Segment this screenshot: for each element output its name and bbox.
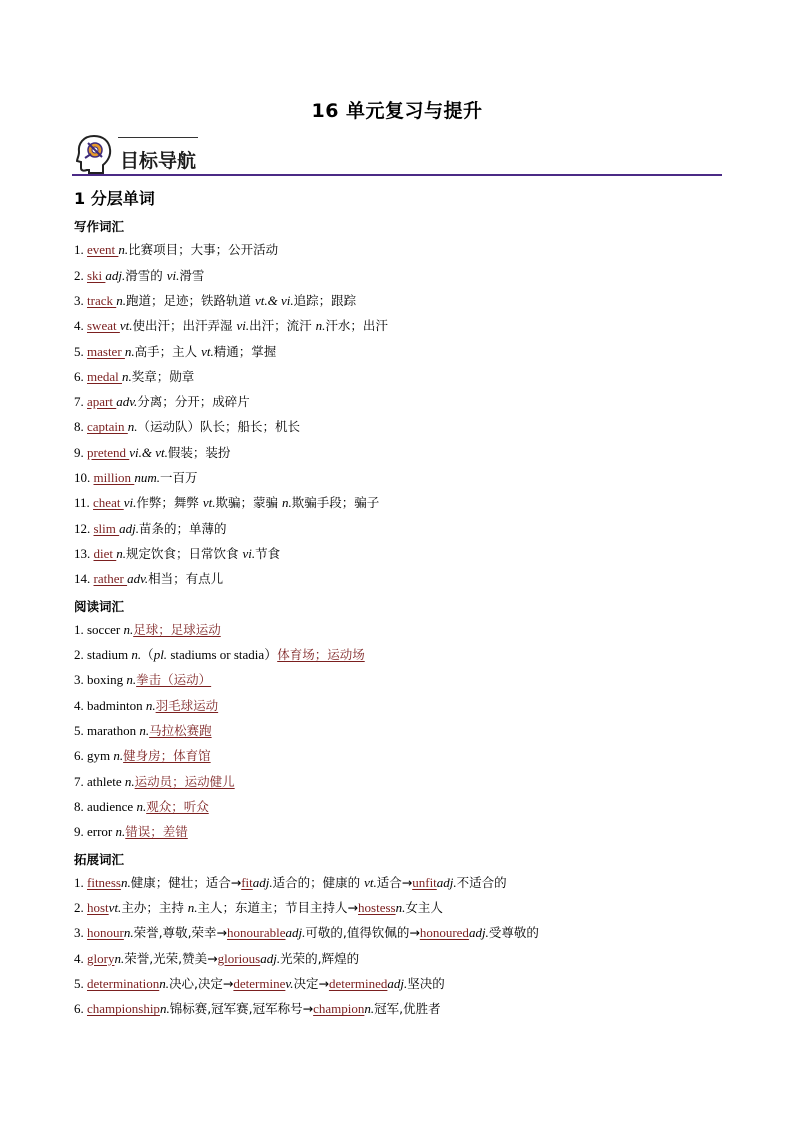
- item-number: 2.: [74, 647, 87, 663]
- meaning: 可敬的,值得钦佩的→: [305, 925, 420, 941]
- part-of-speech: vi.: [236, 318, 250, 334]
- reading-vocab-item: [74, 672, 211, 688]
- meaning: 主人；东道主；节目主持人→: [197, 900, 359, 916]
- writing-vocab-item: [74, 268, 204, 284]
- part-of-speech: vt.: [202, 495, 216, 511]
- reading-vocab-item: [74, 723, 212, 739]
- item-number: 12.: [74, 520, 94, 536]
- vocab-word: soccer: [87, 621, 124, 637]
- meaning: 滑雪: [179, 267, 205, 283]
- part-of-speech: v.: [285, 976, 294, 991]
- meaning: 荣誉,尊敬,荣幸→: [133, 925, 228, 941]
- meaning: 出汗；流汗: [249, 318, 316, 334]
- vocab-word: badminton: [87, 697, 146, 713]
- reading-vocab-item: [74, 774, 235, 790]
- part-of-speech: adv.: [116, 394, 138, 410]
- part-of-speech: adj.: [468, 925, 489, 941]
- vocab-word: ski: [87, 267, 106, 283]
- item-number: 4.: [74, 697, 87, 713]
- part-of-speech: n.: [122, 368, 132, 384]
- meaning: 节食: [255, 545, 281, 561]
- vocab-word: stadium: [87, 647, 132, 663]
- writing-vocab-item: [74, 293, 356, 309]
- item-number: 3.: [74, 925, 87, 941]
- extension-vocab-item: [74, 951, 359, 967]
- answer: 体育场；运动场: [277, 647, 365, 663]
- vocab-word: glorious: [217, 950, 261, 966]
- meaning: 适合→: [376, 874, 413, 890]
- meaning: 受尊敬的: [488, 925, 539, 941]
- writing-vocab-item: [74, 344, 276, 360]
- reading-vocab-item: [74, 799, 209, 815]
- part-of-speech: vt.: [201, 343, 214, 359]
- item-number: 9.: [74, 824, 87, 840]
- part-of-speech: n.: [116, 545, 126, 561]
- meaning: 作弊；舞弊: [136, 495, 203, 511]
- vocab-word: sweat: [87, 318, 120, 334]
- part-of-speech: adj.: [119, 520, 140, 536]
- item-number: 7.: [74, 394, 87, 410]
- writing-vocab-item: [74, 495, 379, 511]
- part-of-speech: n.: [126, 672, 137, 688]
- part-of-speech: n.: [136, 798, 147, 814]
- meaning: 滑雪的: [125, 267, 167, 283]
- vocab-word: cheat: [93, 495, 124, 511]
- reading-vocab-item: [74, 824, 188, 840]
- extension-vocab-item: [74, 976, 445, 992]
- meaning: 分离；分开；成碎片: [137, 394, 250, 410]
- part-of-speech: vi.: [242, 545, 256, 561]
- nav-title: 目标导航: [120, 150, 197, 172]
- meaning: 欺骗手段；骗子: [291, 495, 380, 511]
- note: （: [141, 647, 154, 663]
- part-of-speech: adj.: [252, 874, 273, 890]
- item-number: 2.: [74, 267, 87, 283]
- writing-vocab-item: [74, 470, 197, 486]
- meaning: 奖章；勋章: [131, 368, 195, 384]
- meaning: 追踪；跟踪: [293, 292, 357, 308]
- item-number: 10.: [74, 470, 94, 485]
- part-of-speech: n.: [131, 647, 142, 663]
- extension-vocab-item: [74, 875, 507, 891]
- part-of-speech: vi.: [123, 495, 137, 511]
- item-number: 1.: [74, 621, 87, 637]
- writing-vocab-item: [74, 419, 300, 435]
- meaning: 坚决的: [407, 976, 445, 991]
- part-of-speech: n.: [116, 292, 126, 308]
- part-of-speech: vi.& vt.: [129, 444, 168, 460]
- vocab-word: pretend: [87, 444, 130, 460]
- part-of-speech: adv.: [127, 571, 149, 587]
- writing-vocab-item: [74, 369, 194, 385]
- page-title: 16 单元复习与提升: [311, 100, 483, 122]
- item-number: 4.: [74, 318, 87, 334]
- vocab-word: rather: [93, 571, 128, 587]
- vocab-word: athlete: [87, 773, 125, 789]
- part-of-speech: n.: [114, 950, 125, 966]
- part-of-speech: n.: [124, 773, 135, 789]
- vocab-word: medal: [87, 368, 123, 384]
- vocab-word: glory: [87, 950, 115, 966]
- part-of-speech: adj.: [387, 976, 408, 991]
- answer: 马拉松赛跑: [149, 723, 212, 738]
- vocab-word: diet: [93, 545, 117, 561]
- vocab-word: determine: [233, 976, 286, 991]
- meaning: 跑道；足迹；铁路轨道: [125, 292, 255, 308]
- reading-vocab-heading: 阅读词汇: [74, 598, 125, 614]
- meaning: 相当；有点儿: [148, 571, 224, 587]
- part-of-speech: adj.: [105, 267, 126, 283]
- vocab-word: boxing: [87, 672, 127, 688]
- meaning: 规定饮食；日常饮食: [126, 545, 243, 561]
- vocab-word: slim: [93, 520, 120, 536]
- item-number: 2.: [74, 900, 87, 916]
- part-of-speech: vt.: [364, 874, 377, 890]
- vocab-word: captain: [87, 419, 128, 435]
- vocab-word: honoured: [419, 925, 469, 941]
- header-top-line: [118, 137, 198, 138]
- vocab-word: apart: [87, 394, 117, 410]
- part-of-speech: n.: [123, 621, 134, 637]
- part-of-speech: n.: [187, 900, 198, 916]
- answer: 观众；听众: [146, 798, 209, 814]
- vocab-word: host: [87, 900, 109, 916]
- part-of-speech: n.: [123, 925, 134, 941]
- part-of-speech: num.: [134, 470, 160, 485]
- item-number: 9.: [74, 444, 87, 460]
- item-number: 6.: [74, 1001, 87, 1017]
- meaning: 健康；健壮；适合→: [130, 874, 242, 890]
- vocab-word: fit: [241, 874, 253, 890]
- vocab-word: unfit: [412, 874, 437, 890]
- meaning: 比赛项目；大事；公开活动: [128, 242, 279, 258]
- part-of-speech: n.: [124, 343, 135, 359]
- part-of-speech: vt.& vi.: [254, 292, 294, 308]
- answer: 运动员；运动健儿: [134, 773, 235, 789]
- vocab-word: determination: [87, 976, 160, 991]
- vocab-word: honour: [87, 925, 124, 941]
- vocab-word: champion: [313, 1001, 365, 1017]
- item-number: 4.: [74, 950, 87, 966]
- extension-vocab-heading: 拓展词汇: [74, 851, 125, 867]
- extension-vocab-item: [74, 900, 443, 916]
- answer: 足球；足球运动: [133, 621, 221, 637]
- note: pl.: [153, 647, 168, 663]
- part-of-speech: n.: [118, 242, 129, 258]
- meaning: （运动队）队长；船长；机长: [137, 419, 301, 435]
- answer: 健身房；体育馆: [123, 748, 211, 764]
- meaning: 决定→: [293, 976, 329, 991]
- vocab-word: error: [87, 824, 116, 840]
- writing-vocab-item: [74, 546, 280, 562]
- meaning: 苗条的；单薄的: [139, 520, 227, 536]
- part-of-speech: vt.: [119, 318, 133, 334]
- section-title: 1 分层单词: [74, 189, 155, 208]
- meaning: 决心,决定→: [168, 976, 234, 991]
- meaning: 荣誉,光荣,赞美→: [124, 950, 218, 966]
- part-of-speech: adj.: [285, 925, 306, 941]
- part-of-speech: n.: [395, 900, 406, 916]
- item-number: 3.: [74, 672, 87, 688]
- meaning: 欺骗；蒙骗: [215, 495, 282, 511]
- vocab-word: championship: [87, 1001, 160, 1017]
- answer: 羽毛球运动: [155, 697, 219, 713]
- extension-vocab-item: [74, 925, 539, 941]
- vocab-word: track: [87, 292, 117, 308]
- goal-navigation-header: [72, 132, 722, 178]
- writing-vocab-item: [74, 571, 223, 587]
- writing-vocab-item: [74, 242, 278, 258]
- meaning: 光荣的,辉煌的: [280, 950, 360, 966]
- part-of-speech: adj.: [260, 950, 281, 966]
- item-number: 11.: [74, 495, 94, 511]
- vocab-word: million: [93, 470, 135, 485]
- vocab-word: audience: [87, 798, 137, 814]
- item-number: 6.: [74, 748, 87, 764]
- item-number: 13.: [74, 545, 94, 561]
- vocab-word: honourable: [227, 925, 286, 941]
- item-number: 5.: [74, 723, 87, 738]
- head-gear-icon: [75, 134, 113, 174]
- writing-vocab-item: [74, 394, 250, 410]
- item-number: 3.: [74, 292, 87, 308]
- item-number: 14.: [74, 571, 94, 587]
- part-of-speech: n.: [139, 723, 150, 738]
- vocab-word: fitness: [87, 874, 121, 890]
- writing-vocab-item: [74, 521, 227, 537]
- part-of-speech: n.: [145, 697, 156, 713]
- reading-vocab-item: [74, 698, 218, 714]
- part-of-speech: n.: [315, 318, 326, 334]
- item-number: 6.: [74, 368, 87, 384]
- writing-vocab-item: [74, 445, 230, 461]
- part-of-speech: n.: [159, 1001, 170, 1017]
- meaning: 不适合的: [456, 874, 507, 890]
- part-of-speech: n.: [127, 419, 138, 435]
- meaning: 冠军,优胜者: [374, 1001, 441, 1017]
- part-of-speech: n.: [113, 748, 124, 764]
- part-of-speech: n.: [115, 824, 126, 840]
- answer: 错误；差错: [125, 824, 188, 840]
- vocab-word: master: [87, 343, 125, 359]
- answer: 拳击（运动）: [136, 672, 212, 688]
- part-of-speech: vt.: [108, 900, 122, 916]
- part-of-speech: n.: [120, 874, 131, 890]
- part-of-speech: n.: [364, 1001, 375, 1017]
- reading-vocab-item: [74, 622, 221, 638]
- part-of-speech: n.: [159, 976, 169, 991]
- item-number: 1.: [74, 242, 87, 258]
- item-number: 8.: [74, 798, 87, 814]
- vocab-word: hostess: [358, 900, 396, 916]
- meaning: 主办；主持: [121, 900, 188, 916]
- vocab-word: event: [87, 242, 119, 258]
- header-rule: [72, 174, 722, 176]
- writing-vocab-item: [74, 318, 388, 334]
- meaning: 一百万: [159, 470, 198, 485]
- meaning: 适合的；健康的: [272, 874, 365, 890]
- vocab-word: marathon: [87, 723, 140, 738]
- meaning: 精通；掌握: [213, 343, 277, 359]
- meaning: 女主人: [405, 900, 443, 916]
- item-number: 8.: [74, 419, 87, 435]
- reading-vocab-item: [74, 647, 365, 663]
- item-number: 5.: [74, 976, 87, 991]
- part-of-speech: vi.: [166, 267, 180, 283]
- reading-vocab-item: [74, 748, 211, 764]
- vocab-word: determined: [328, 976, 388, 991]
- item-number: 1.: [74, 874, 87, 890]
- item-number: 5.: [74, 343, 87, 359]
- note: stadiums or stadia）: [167, 647, 278, 663]
- meaning: 假装；装扮: [167, 444, 231, 460]
- meaning: 汗水；出汗: [325, 318, 388, 334]
- writing-vocab-heading: 写作词汇: [74, 219, 125, 234]
- part-of-speech: n.: [281, 495, 292, 511]
- meaning: 锦标赛,冠军赛,冠军称号→: [169, 1001, 314, 1017]
- part-of-speech: adj.: [436, 874, 457, 890]
- meaning: 使出汗；出汗弄湿: [132, 318, 237, 334]
- extension-vocab-item: [74, 1001, 441, 1017]
- meaning: 高手；主人: [134, 343, 202, 359]
- vocab-word: gym: [87, 748, 114, 764]
- item-number: 7.: [74, 773, 87, 789]
